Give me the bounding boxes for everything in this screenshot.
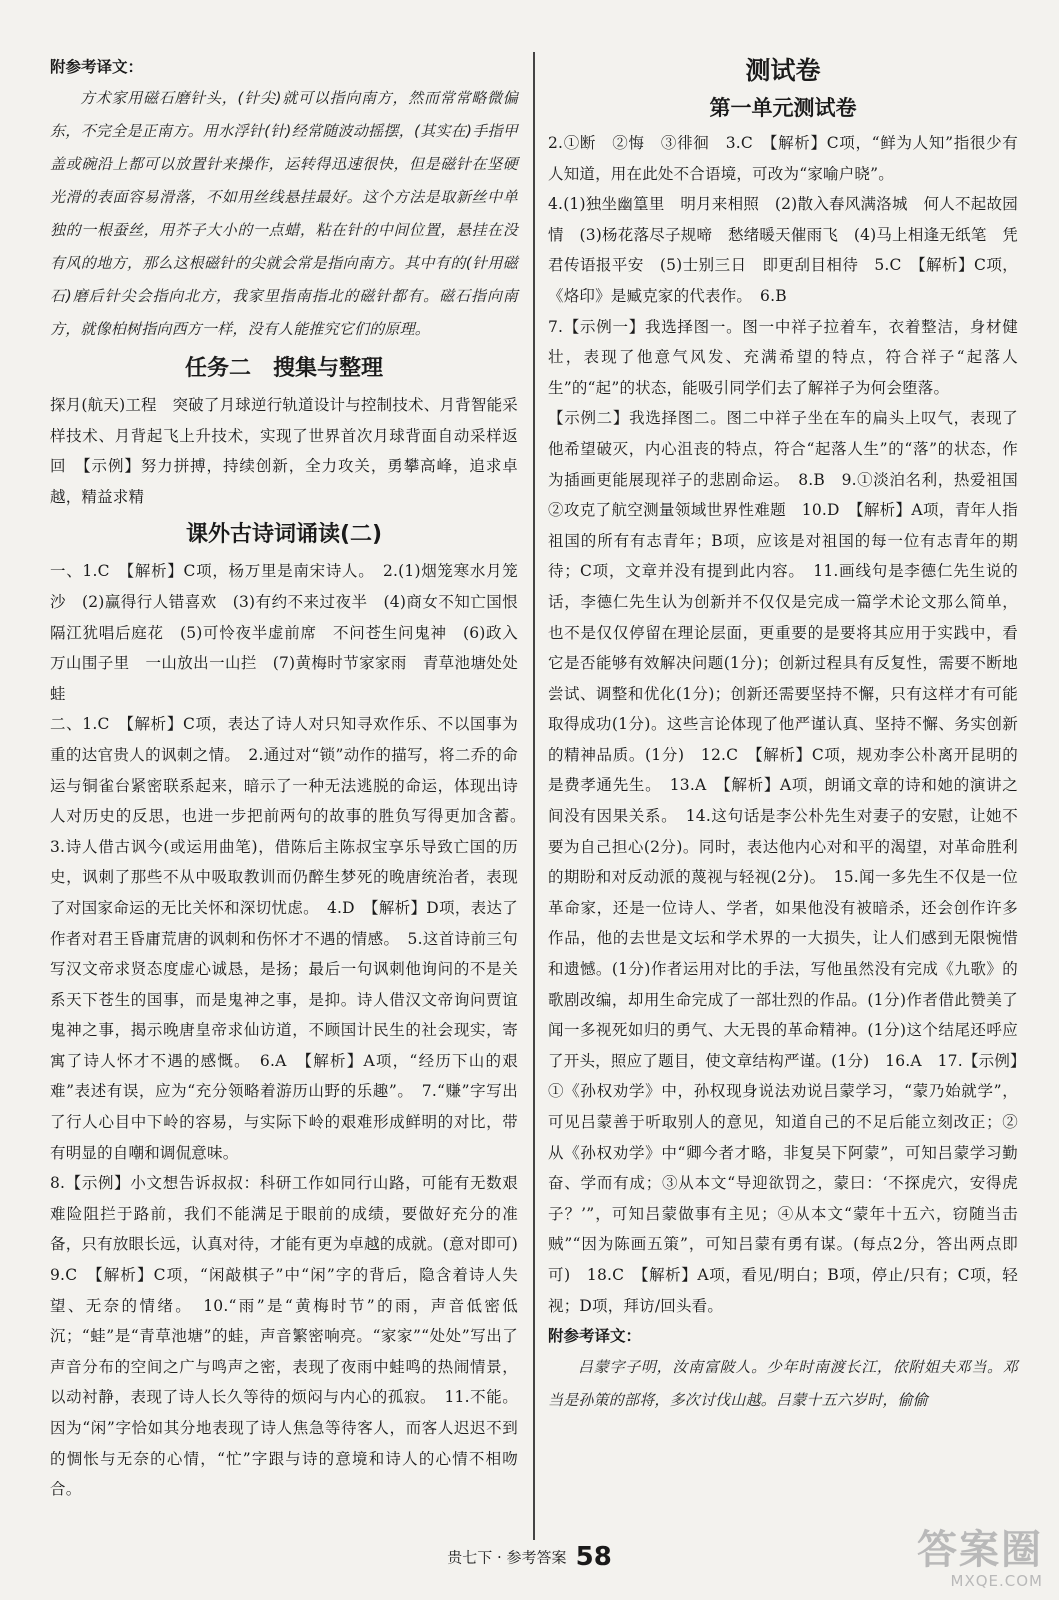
translation-text-right: 吕蒙字子明，汝南富陂人。少年时南渡长江，依附姐夫邓当。邓当是孙策的部将，多次讨伐山越。吕蒙十五六岁时，偷偷 — [548, 1358, 1018, 1410]
page-footer — [0, 1542, 1059, 1572]
translation-text: 方术家用磁石磨针头，(针尖)就可以指向南方，然而常常略微偏东，不完全是正南方。用水浮针(针)经常随波动摇摆，(其实在)手指甲盖或碗沿上都可以放置针来操作，运转得迅速很快，但是磁针在坚硬光滑的表面容易滑落，不如用丝线悬挂最好。这个方法是取新丝中单独的一根蚕丝，用芥子大小的一点蜡，粘在针的中间位置，悬挂在没有风的地方，那么这根磁针的尖就会常是指向南方。其中有的(针用磁石)磨后针尖会指向北方，我家里指南指北的磁针都有。磁石指向南方，就像柏树指向西方一样，没有人能推究它们的原理。 — [50, 89, 518, 338]
column-divider — [533, 52, 535, 1540]
watermark-logo: 答案圈 — [917, 1527, 1043, 1573]
left-column — [50, 52, 534, 1505]
unit-answers-4: 【示例二】我选择图二。图二中祥子坐在车的扁头上叹气，表现了他希望破灭，内心沮丧的特点，符合“起落人生”的“落”的状态，作为插画更能展现祥子的悲剧命运。 8.B 9.①淡泊名利，热爱祖国 ②攻克了航空测量领域世界性难题 10.D 【解析】A项，青年人指祖国的所有有志青年；B项，应该是对祖国的每一位有志青年的期待；C项，文章并没有提到此内容。 11.画线句是李德仁先生说的话，李德仁先生认为创新并不仅仅是完成一篇学术论文那么简单，也不是仅仅停留在理论层面，更重要的是要将其应用于实践中，看它是否能够有效解决问题(1分)；创新过程具有反复性，需要不断地尝试、调整和优化(1分)；创新还需要坚持不懈，只有这样才有可能取得成功(1分)。这些言论体现了他严谨认真、坚持不懈、务实创新的精神品质。(1分) 12.C 【解析】C项，规劝李公朴离开昆明的是费孝通先生。 13.A 【解析】A项，朗诵文章的诗和她的演讲之间没有因果关系。 14.这句话是李公朴先生对妻子的安慰，让她不要为自己担心(2分)。同时，表达他内心对和平的渴望，对革命胜利的期盼和对反动派的蔑视与轻视(2分)。 15.闻一多先生不仅是一位革命家，还是一位诗人、学者，如果他没有被暗杀，还会创作许多作品，他的去世是文坛和学术界的一大损失，让人们感到无限惋惜和遗憾。(1分)作者运用对比的手法，写他虽然没有完成《九歌》的歌剧改编，却用生命完成了一部壮烈的作品。(1分)作者借此赞美了闻一多视死如归的勇气、大无畏的革命精神。(1分)这个结尾还呼应了开头，照应了题目，使文章结构严谨。(1分) 16.A 17.【示例】①《孙权劝学》中，孙权现身说法劝说吕蒙学习，“蒙乃始就学”，可见吕蒙善于听取别人的意见，知道自己的不足后能立刻改正；②从《孙权劝学》中“卿今者才略，非复吴下阿蒙”，可知吕蒙学习勤奋、学而有成；③从本文“导迎欲罚之，蒙曰：‘不探虎穴，安得虎子？’”，可知吕蒙做事有主见；④从本文“蒙年十五六，窃随当击贼”“因为陈画五策”，可知吕蒙有勇有谋。(每点2分，答出两点即可) 18.C 【解析】A项，看见/明白；B项，停止/只有；C项，轻视；D项，拜访/回头看。 — [548, 409, 1034, 1315]
section-heading-poetry: 课外古诗词诵读(二) — [185, 522, 383, 548]
unit-answers-2: 4.(1)独坐幽篁里 明月来相照 (2)散入春风满洛城 何人不起故园情 (3)杨花落尽子规啼 愁绪暖天催雨飞 (4)马上相逢无纸笔 凭君传语报平安 (5)士别三日 即更刮目相待 5.C 【解析】C项，《烙印》是臧克家的代表作。 6.B — [548, 195, 1018, 305]
test-paper-title: 测试卷 — [745, 56, 821, 85]
task2-answer: 探月(航天)工程 突破了月球逆行轨道设计与控制技术、月背智能采样技术、月背起飞上升技术，实现了世界首次月球背面自动采样返回 【示例】努力拼搏，持续创新，全力攻关，勇攀高峰，追求卓越，精益求精 — [50, 396, 518, 506]
poetry-answers-part1: 一、1.C 【解析】C项，杨万里是南宋诗人。 2.(1)烟笼寒水月笼沙 (2)赢得行人错喜欢 (3)有约不来过夜半 (4)商女不知亡国恨 隔江犹唱后庭花 (5)可怜夜半虚前席 不问苍生问鬼神 (6)政入万山围子里 一山放出一山拦 (7)黄梅时节家家雨 青草池塘处处蛙 — [50, 562, 534, 703]
unit-answers-1: 2.①断 ②悔 ③徘徊 3.C 【解析】C项，“鲜为人知”指很少有人知道，用在此处不合语境，可改为“家喻户晓”。 — [548, 134, 1018, 183]
watermark-url: MXQE.COM — [950, 1572, 1043, 1590]
poetry-answers-part3: 8.【示例】小文想告诉叔叔：科研工作如同行山路，可能有无数艰难险阻拦于路前，我们不能满足于眼前的成绩，要做好充分的准备，只有放眼长远，认真对待，才能有更为卓越的成就。(意对即可) 9.C 【解析】C项，“闲敲棋子”中“闲”字的背后，隐含着诗人失望、无奈的情绪。 10.“雨”是“黄梅时节”的雨，声音低密低沉；“蛙”是“青草池塘”的蛙，声音繁密响亮。“家家”“处处”写出了声音分布的空间之广与鸣声之密，表现了夜雨中蛙鸣的热闹情景，以动衬静，表现了诗人长久等待的烦闷与内心的孤寂。 11.不能。因为“闲”字恰如其分地表现了诗人焦急等待客人，而客人迟迟不到的惆怅与无奈的心情，“忙”字跟与诗的意境和诗人的心情不相吻合。 — [50, 1174, 534, 1499]
section-heading-task2: 任务二 搜集与整理 — [184, 356, 383, 381]
page-number: 58 — [575, 1542, 612, 1572]
watermark — [917, 1528, 1043, 1590]
translation-label: 附参考译文： — [50, 57, 144, 76]
unit-test-subtitle: 第一单元测试卷 — [709, 96, 857, 120]
unit-answers-3: 7.【示例一】我选择图一。图一中祥子拉着车，衣着整洁，身材健壮，表现了他意气风发、充满希望的特点，符合祥子“起落人生”的“起”的状态，能吸引同学们去了解祥子为何会堕落。 — [548, 317, 1018, 397]
footer-text: 贵七下 · 参考答案 — [447, 1548, 567, 1567]
translation-label-right: 附参考译文： — [548, 1326, 642, 1346]
poetry-answers-part2: 二、1.C 【解析】C项，表达了诗人对只知寻欢作乐、不以国事为重的达官贵人的讽刺之情。 2.通过对“锁”动作的描写，将二乔的命运与铜雀台紧密联系起来，暗示了一种无法逃脱的命运，体现出诗人对历史的反思，也进一步把前两句的故事的胜负写得更加含蓄。 3.诗人借古讽今(或运用曲笔)，借陈后主陈叔宝享乐导致亡国的历史，讽刺了那些不从中吸取教训而仍醉生梦死的晚唐统治者，表现了对国家命运的无比关怀和深切忧虑。 4.D 【解析】D项，表达了作者对君王昏庸荒唐的讽刺和伤怀才不遇的情感。 5.这首诗前三句写汉文帝求贤态度虚心诚恳，是扬；最后一句讽刺他询问的不是关系天下苍生的国事，而是鬼神之事，是抑。诗人借汉文帝询问贾谊鬼神之事，揭示晚唐皇帝求仙访道，不顾国计民生的社会现实，寄寓了诗人怀才不遇的感慨。 6.A 【解析】A项，“经历下山的艰难”表述有误，应为“充分领略着游历山野的乐趣”。 7.“赚”字写出了行人心目中下岭的容易，与实际下岭的艰难形成鲜明的对比，带有明显的自嘲和调侃意味。 — [50, 715, 534, 1162]
right-column — [548, 52, 1034, 1417]
